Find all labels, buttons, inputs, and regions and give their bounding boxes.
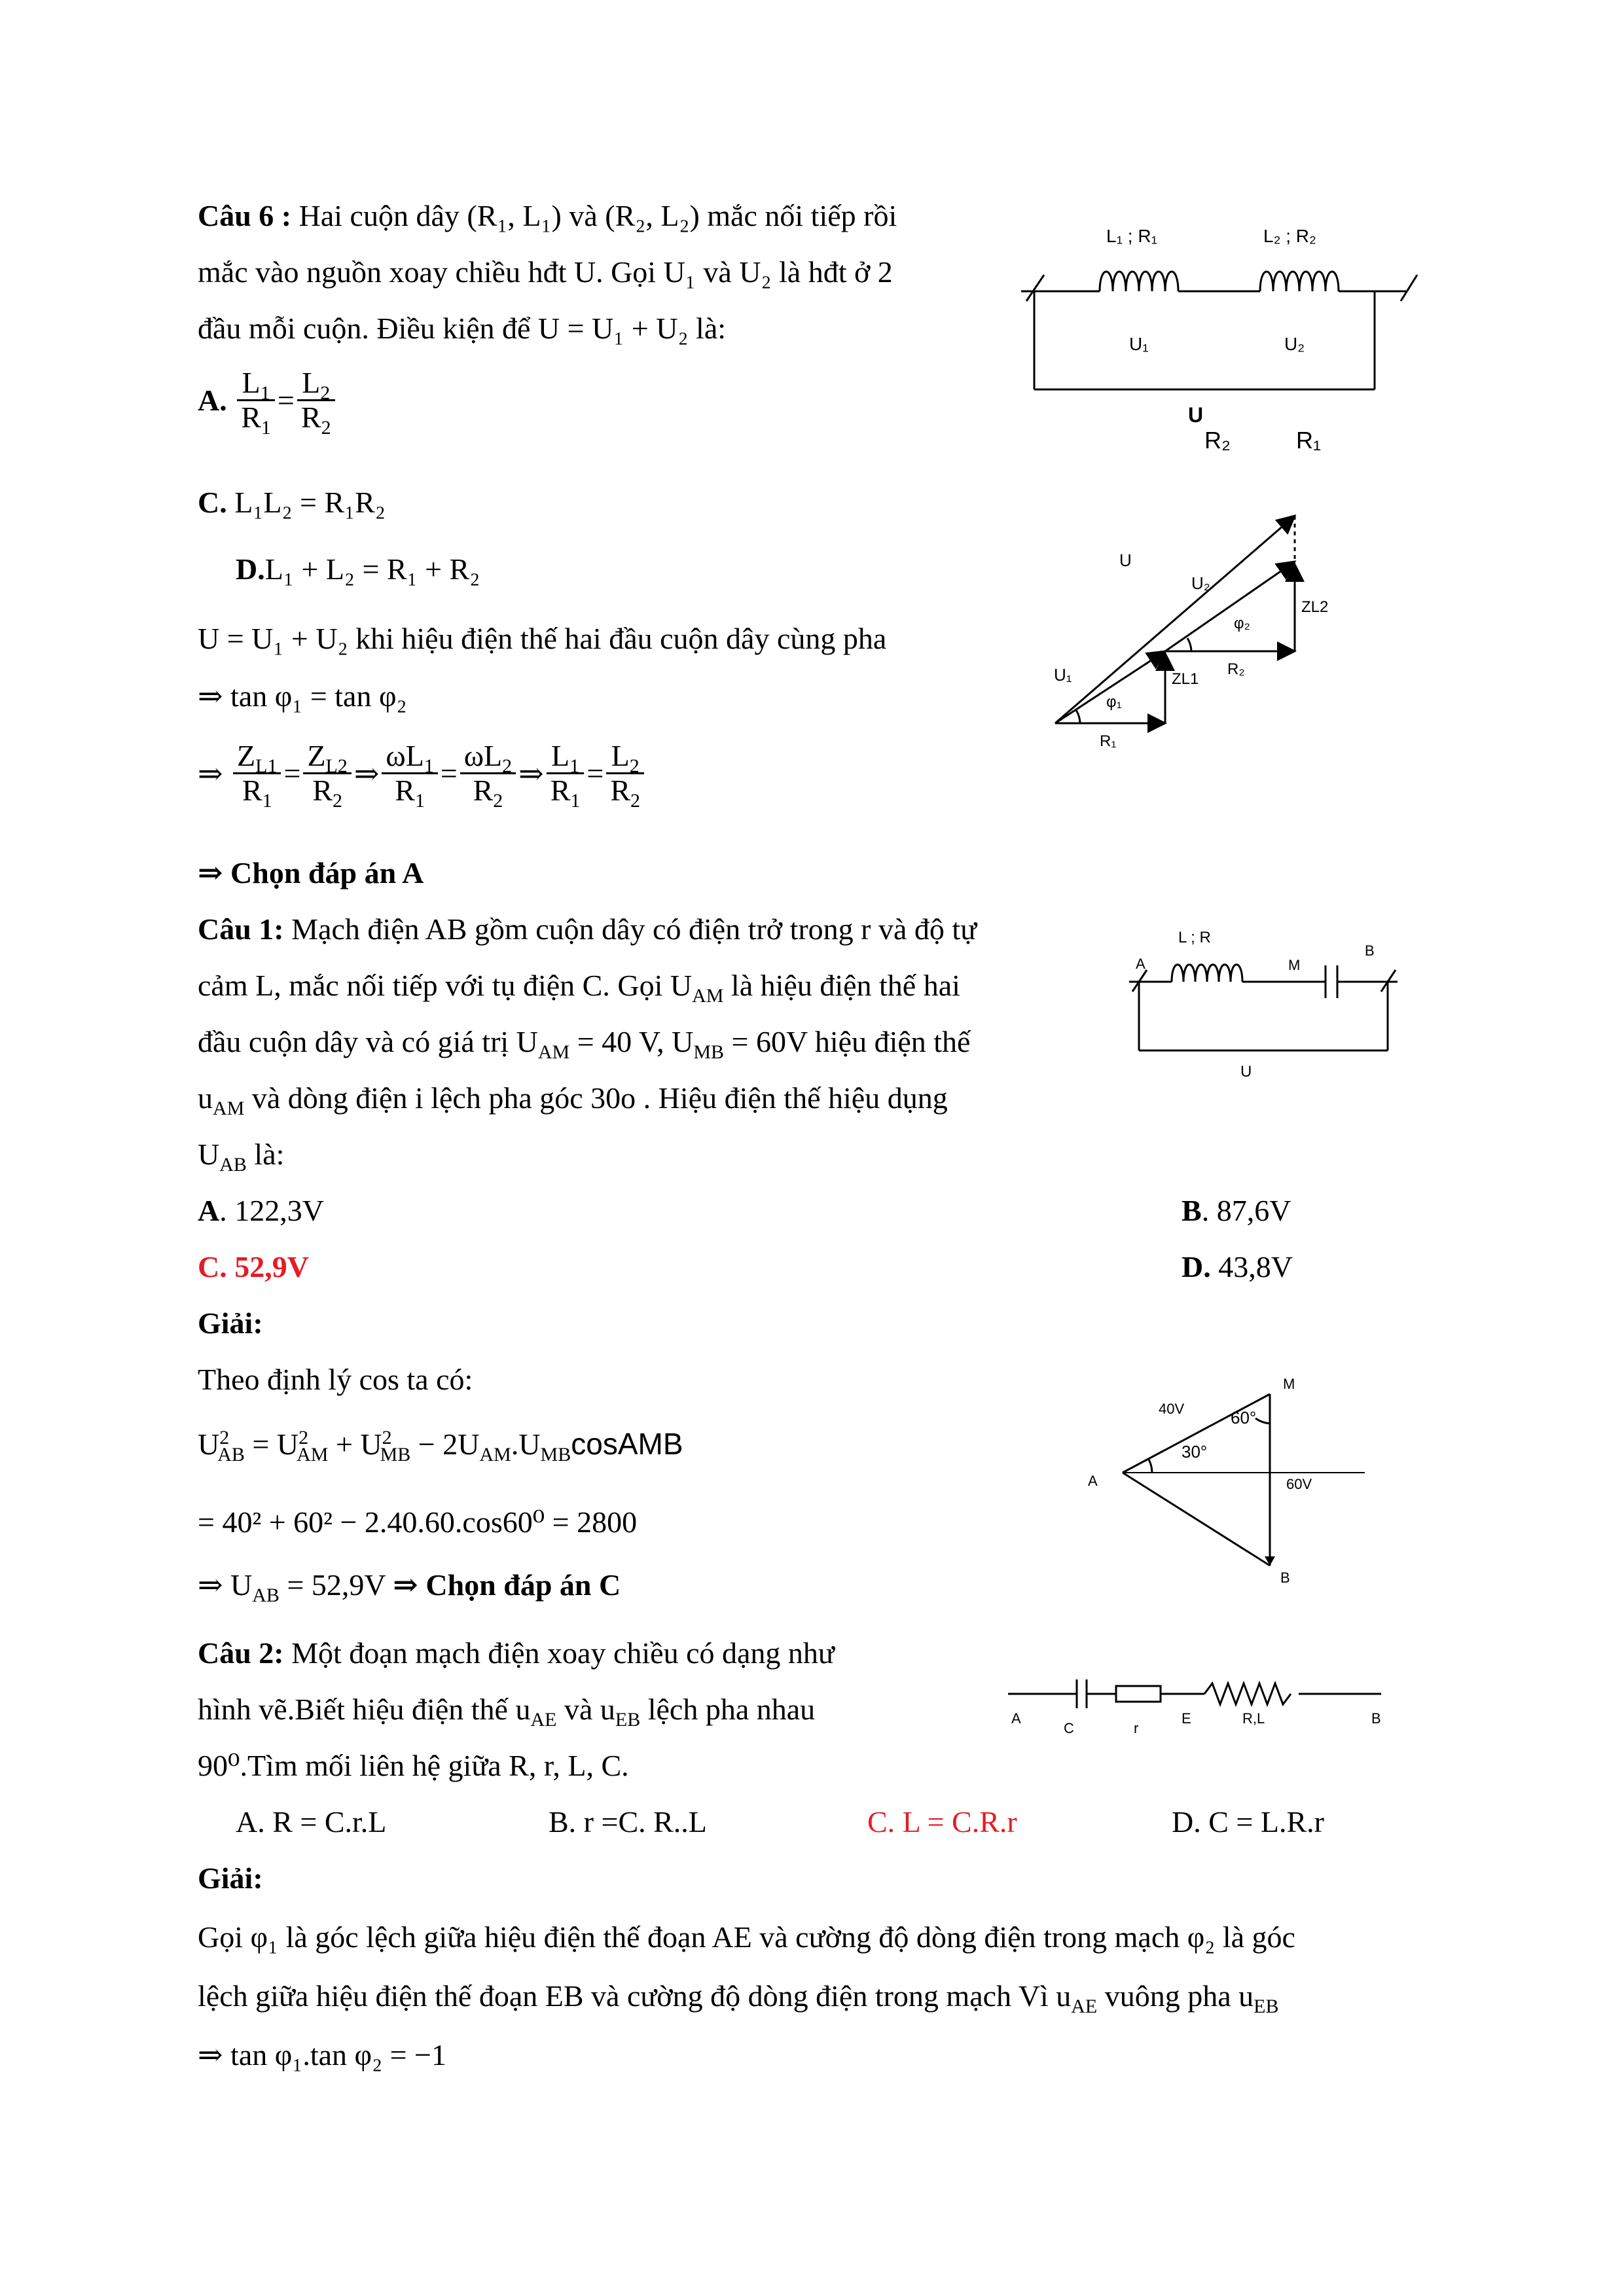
diagram-label-u1: U₁ [1129,334,1149,354]
q1-line4: $u_{AM}$ và dòng điện i lệch pha góc 30o . Hiệu điện thế hiệu dụng [198,1081,948,1119]
diagram-label-l1r1: L₁ ; R₁ [1106,226,1158,246]
q1-option-c: C. 52,9V [198,1250,309,1283]
q2-option-c: C. L = C.R.r [867,1805,1017,1839]
q6-vector-diagram [1041,504,1368,759]
svg-text:φ₁: φ₁ [1106,693,1122,711]
q1-option-a: A. 122,3V [198,1194,324,1227]
q2-explanation-1: Gọi φ₁ là góc lệch giữa hiệu điện thế đoạn AE và cường độ dòng điện trong mạch φ₂ là góc [198,1920,1295,1954]
vector-u [1055,516,1295,723]
q1-calc-1: $U^2_{AB} = U^2_{AM} + U^2_{MB}$ − $2U_{AM}.U_{MB}cosAMB$ [198,1427,683,1465]
resistor-r [1116,1686,1161,1702]
coil-1 [1100,272,1178,291]
svg-text:ZL2: ZL2 [1301,598,1329,616]
fraction: $\frac{L_2}{R_2}$ [297,367,335,434]
coil [1172,965,1242,982]
q2-line2: hình vẽ.Biết hiệu điện thế $u_{AE}$ và $u_{EB}$ lệch pha nhau [198,1693,816,1731]
q2-solution-heading: Giải: [198,1861,263,1895]
q2-line3: 90⁰.Tìm mối liên hệ giữa R, r, L, C. [198,1749,629,1782]
svg-text:30°: 30° [1182,1442,1208,1462]
q2-explanation-2: lệch giữa hiệu điện thế đoạn EB và cường độ dòng điện trong mạch Vì $u_{AE}$ vuông pha $u_{EB}$ [198,1979,1279,2017]
q1-heading: Câu 1: [198,912,284,946]
svg-text:B: B [1365,942,1375,959]
q1-solution-heading: Giải: [198,1306,263,1340]
svg-text:R₁: R₁ [1100,732,1117,750]
q6-explanation-1: U = U₁ + U₂ khi hiệu điện thế hai đầu cuộn dây cùng pha [198,622,887,655]
q1-line3: đầu cuộn dây và có giá trị $U_{AM} = 40$ V, $U_{MB} = 60V$ hiệu điện thế [198,1025,971,1063]
q2-circuit-diagram [1001,1668,1394,1740]
q6-explanation-2: ⇒ tan φ₁ = tan φ₂ [198,679,407,713]
svg-text:B: B [1371,1710,1381,1727]
q1-theorem: Theo định lý cos ta có: [198,1363,473,1396]
svg-text:60V: 60V [1286,1476,1312,1492]
q2-option-b: B. r =C. R..L [549,1805,707,1839]
q1-option-b: B. 87,6V [1182,1194,1291,1227]
q6-heading: Câu 6 : [198,199,292,232]
q2-heading: Câu 2: [198,1636,284,1670]
diagram-label-u: U [1188,403,1204,427]
svg-text:40V: 40V [1159,1401,1185,1417]
svg-text:A: A [1011,1710,1021,1727]
q1-line1: Câu 1: Mạch điện AB gồm cuộn dây có điện trở trong r và độ tự [198,912,977,946]
q6-line3: đầu mỗi cuộn. Điều kiện để U = U₁ + U₂ là: [198,312,727,345]
svg-text:M: M [1288,957,1301,973]
q1-option-d: D. 43,8V [1182,1250,1293,1283]
svg-text:U₂: U₂ [1191,573,1210,593]
q6-option-a: A. $\frac{L_1}{R_1}$ = $\frac{L_2}{R_2}$ [198,367,338,434]
svg-text:ZL1: ZL1 [1172,670,1199,688]
q2-option-a: A. R = C.r.L [236,1805,387,1839]
diagram-label-l2r2: L₂ ; R₂ [1263,226,1316,246]
coil-2 [1260,272,1339,291]
q2-explanation-3: ⇒ tan φ₁.tan φ₂ = −1 [198,2038,446,2072]
svg-text:A: A [1088,1473,1098,1489]
q1-choose: Chọn đáp án C [425,1568,621,1602]
svg-text:r: r [1134,1720,1139,1736]
q6-option-d: D.L₁ + L₂ = R₁ + R₂ [236,552,480,586]
svg-text:U₁: U₁ [1054,665,1072,685]
q6-circuit-diagram [1015,209,1420,471]
diagram-label-r2: R₂ [1204,427,1231,454]
diagram-label-u2: U₂ [1284,334,1305,354]
svg-text:U: U [1119,550,1132,570]
q1-circuit-diagram [1113,916,1420,1080]
svg-text:E: E [1182,1710,1191,1727]
q6-line2: mắc vào nguồn xoay chiều hđt U. Gọi U₁ và U₂ là hđt ở 2 [198,255,893,289]
q1-line5: $U_{AB}$ là: [198,1138,285,1175]
q1-calc-2: = 40² + 60² − 2.40.60.cos60⁰ = 2800 [198,1505,638,1539]
q1-triangle-diagram [1074,1374,1375,1597]
svg-text:B: B [1280,1570,1290,1586]
q1-result: ⇒ $U_{AB} = 52,9V$ ⇒ Chọn đáp án C [198,1568,621,1606]
svg-text:C: C [1064,1720,1074,1736]
fraction: $\frac{L_1}{R_1}$ [237,367,275,434]
svg-text:U: U [1240,1063,1252,1080]
svg-text:R₂: R₂ [1227,660,1245,678]
svg-text:φ₂: φ₂ [1234,615,1250,632]
svg-text:R,L: R,L [1242,1710,1265,1727]
svg-text:A: A [1136,956,1146,972]
q6-line1: Câu 6 : Hai cuộn dây (R₁, L₁) và (R₂, L₂) mắc nối tiếp rồi [198,199,897,232]
q2-option-d: D. C = L.R.r [1172,1805,1324,1839]
resistor-rl [1204,1683,1291,1704]
q6-fraction-chain: ⇒ $\frac{Z_{L1}}{R_1}$ = $\frac{Z_{L2}}{R_2}$ ⇒ $\frac{\omega L_1}{R_1}$ = $\frac{\omega L_2}{R_2}$ ⇒ $\frac{L_1}{R_1}$ = $\frac{L_2}{R_2}$ [198,740,647,807]
svg-text:M: M [1283,1376,1295,1392]
q6-option-c: C. L₁L₂ = R₁R₂ [198,486,386,519]
q6-choose: ⇒ Chọn đáp án A [198,856,424,889]
q2-line1: Câu 2: Một đoạn mạch điện xoay chiều có dạng như [198,1636,835,1670]
svg-text:60°: 60° [1231,1408,1257,1427]
q1-line2: cảm L, mắc nối tiếp với tụ điện C. Gọi $U_{AM}$ là hiệu điện thế hai [198,969,960,1007]
svg-text:L ; R: L ; R [1178,929,1211,946]
diagram-label-r1: R₁ [1296,427,1322,454]
vector-u1 [1055,651,1165,723]
vector-u2 [1165,562,1295,651]
